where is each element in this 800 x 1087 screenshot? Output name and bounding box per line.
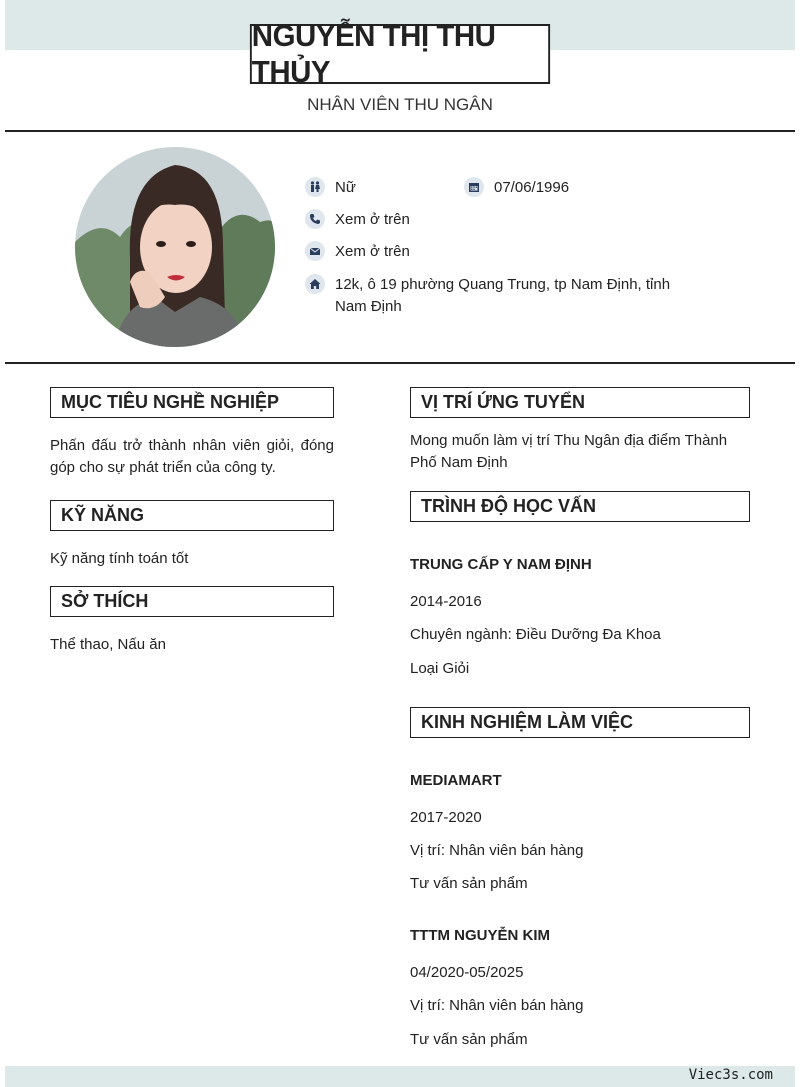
skills-heading: KỸ NĂNG bbox=[50, 500, 334, 531]
gender-value: Nữ bbox=[335, 179, 356, 196]
job-period: 04/2020-05/2025 bbox=[410, 964, 524, 981]
job-company: TTTM NGUYỄN KIM bbox=[410, 927, 550, 944]
education-school: TRUNG CẤP Y NAM ĐỊNH bbox=[410, 556, 592, 573]
divider bbox=[5, 362, 795, 364]
birthdate-value: 07/06/1996 bbox=[494, 179, 570, 196]
home-icon bbox=[305, 274, 325, 294]
position-heading: VỊ TRÍ ỨNG TUYỂN bbox=[410, 387, 750, 418]
email-icon bbox=[305, 241, 325, 261]
job-description: Tư vấn sản phẩm bbox=[410, 1031, 528, 1048]
calendar-icon bbox=[464, 177, 484, 197]
education-heading: TRÌNH ĐỘ HỌC VẤN bbox=[410, 491, 750, 522]
job-description: Tư vấn sản phẩm bbox=[410, 875, 528, 892]
phone-value: Xem ở trên bbox=[335, 211, 410, 228]
job-role: Vị trí: Nhân viên bán hàng bbox=[410, 842, 584, 859]
email-value: Xem ở trên bbox=[335, 243, 410, 260]
hobbies-text: Thể thao, Nấu ăn bbox=[50, 636, 166, 653]
hobbies-heading: SỞ THÍCH bbox=[50, 586, 334, 617]
position-text: Mong muốn làm vị trí Thu Ngân địa điểm Thành Phố Nam Định bbox=[410, 432, 728, 471]
job-period: 2017-2020 bbox=[410, 809, 482, 826]
divider bbox=[5, 130, 795, 132]
address-value: 12k, ô 19 phường Quang Trung, tp Nam Định, tỉnh Nam Định bbox=[335, 276, 671, 315]
bottom-band bbox=[5, 1066, 795, 1087]
footer-brand: Viec3s.com bbox=[688, 1067, 773, 1083]
phone-icon bbox=[305, 209, 325, 229]
education-grade: Loại Giỏi bbox=[410, 660, 470, 677]
skills-text: Kỹ năng tính toán tốt bbox=[50, 550, 189, 567]
job-company: MEDIAMART bbox=[410, 772, 502, 789]
objective-text: Phấn đấu trở thành nhân viên giỏi, đóng góp cho sự phát triển của công ty. bbox=[50, 437, 334, 476]
experience-heading: KINH NGHIỆM LÀM VIỆC bbox=[410, 707, 750, 738]
education-years: 2014-2016 bbox=[410, 593, 482, 610]
avatar bbox=[75, 147, 275, 347]
candidate-name: NGUYỄN THỊ THU THỦY bbox=[250, 24, 550, 84]
objective-heading: MỤC TIÊU NGHỀ NGHIỆP bbox=[50, 387, 334, 418]
education-major: Chuyên ngành: Điều Dưỡng Đa Khoa bbox=[410, 626, 661, 643]
job-title: NHÂN VIÊN THU NGÂN bbox=[307, 95, 493, 114]
job-role: Vị trí: Nhân viên bán hàng bbox=[410, 997, 584, 1014]
gender-icon bbox=[305, 177, 325, 197]
